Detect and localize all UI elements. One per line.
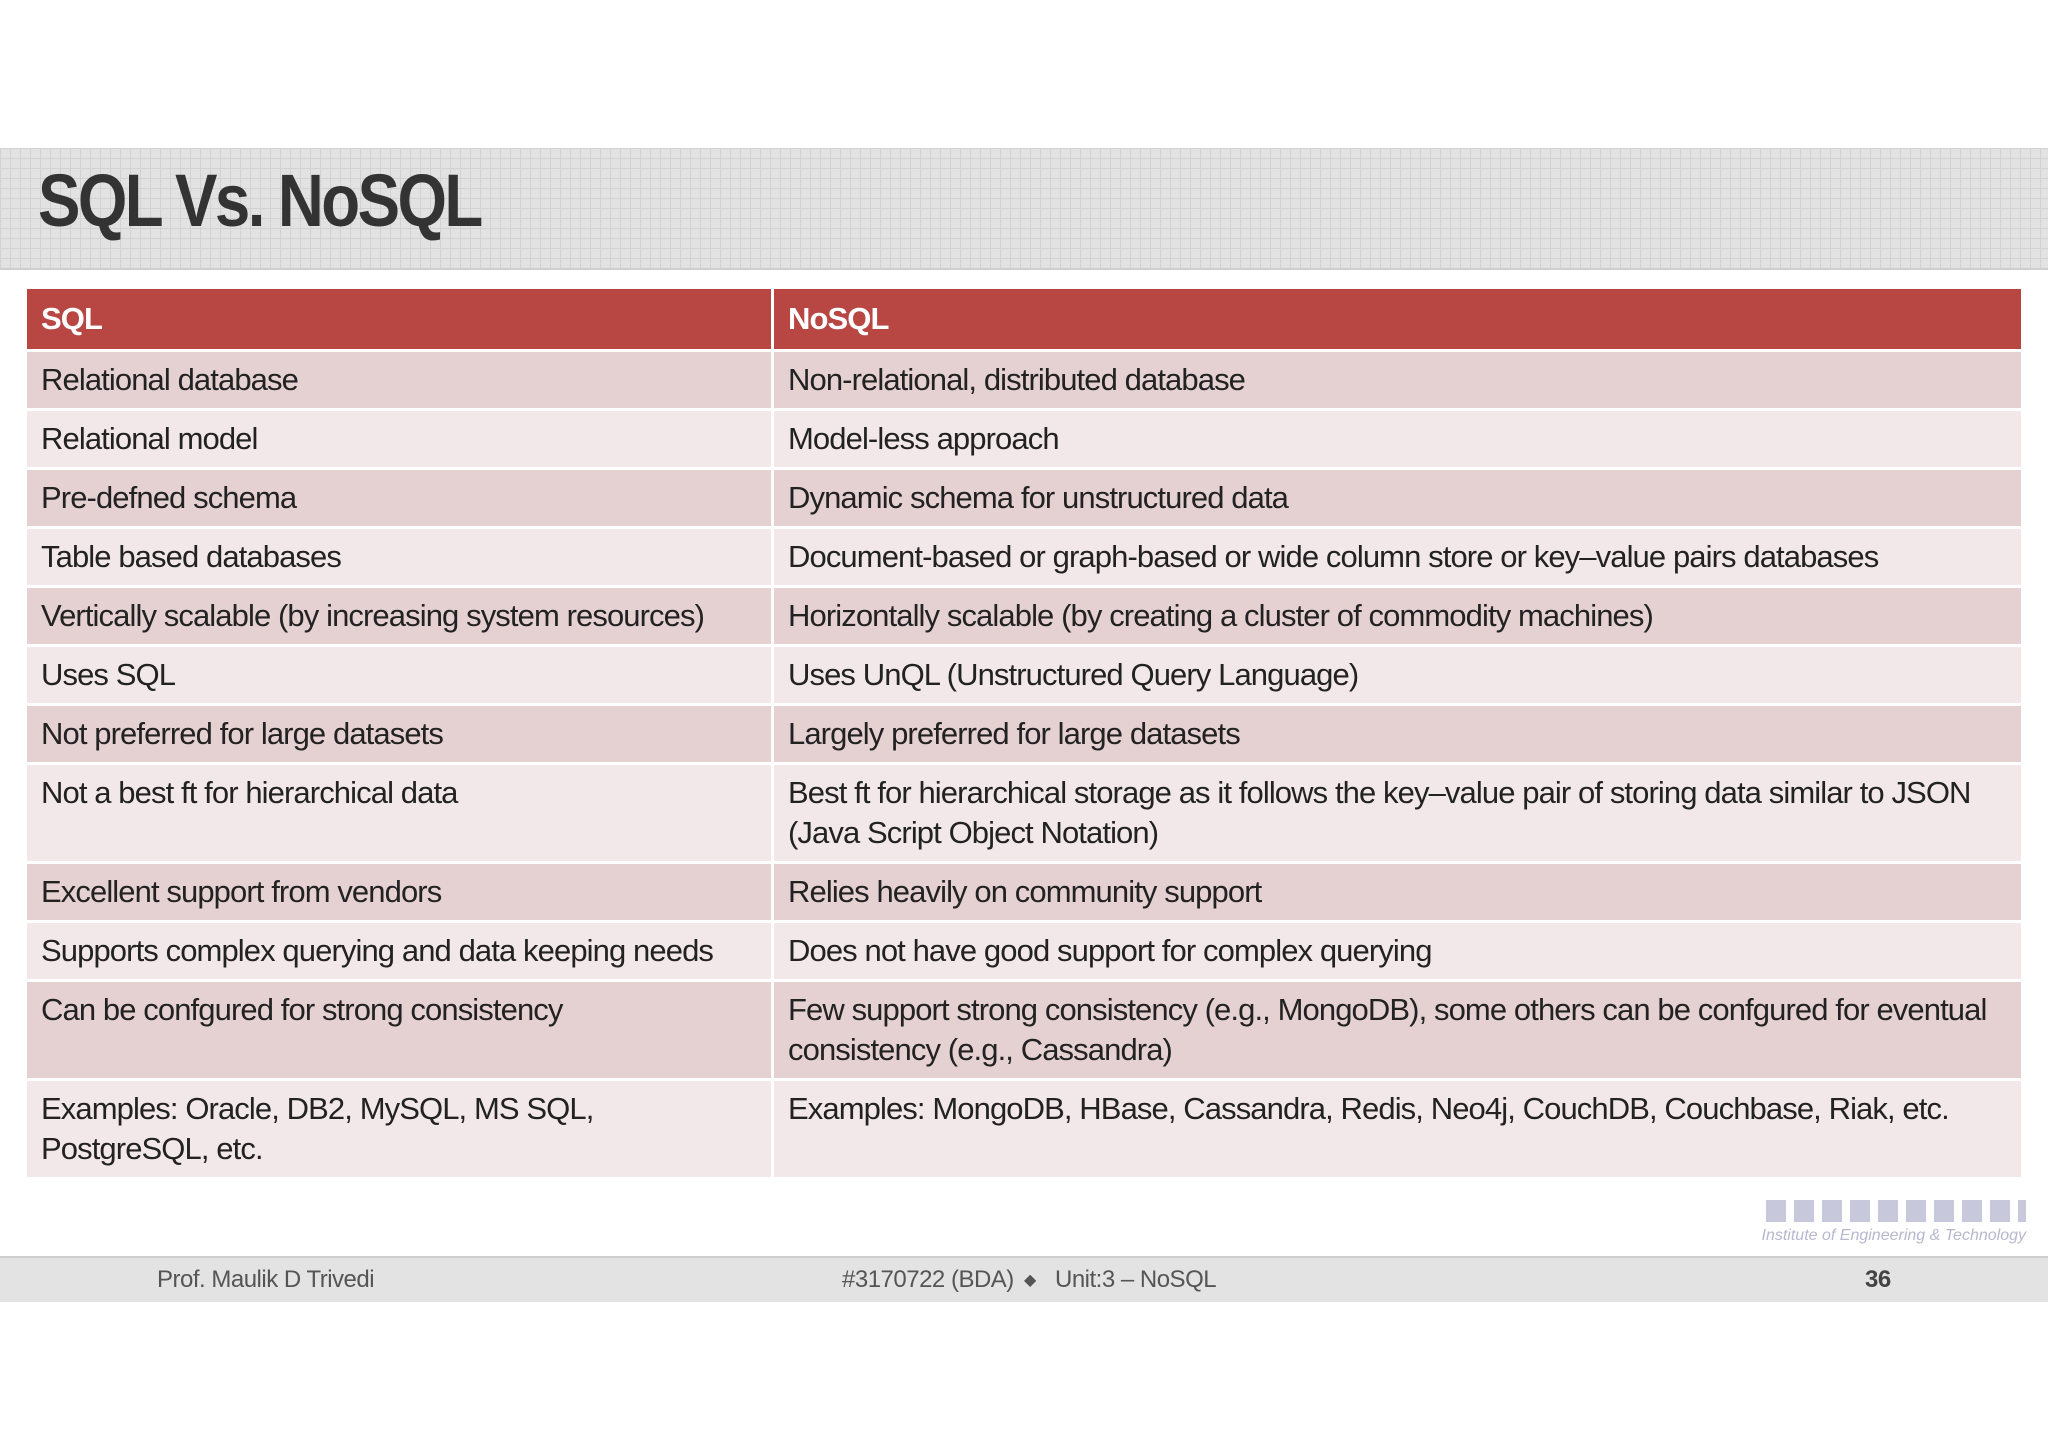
footer-separator: ◆ — [1024, 1272, 1036, 1289]
page-number: 36 — [1865, 1266, 1891, 1293]
footer-unit: Unit:3 – NoSQL — [1055, 1266, 1217, 1293]
header-nosql: NoSQL — [773, 288, 2023, 351]
table-row — [26, 981, 2023, 1080]
cell-nosql: Dynamic schema for unstructured data — [773, 469, 2023, 528]
table-row — [26, 922, 2023, 981]
cell-nosql: Horizontally scalable (by creating a cluster of commodity machines) — [773, 587, 2023, 646]
cell-sql: Vertically scalable (by increasing system resources) — [26, 587, 773, 646]
footer-course: #3170722 (BDA) — [842, 1266, 1014, 1293]
cell-sql: Not preferred for large datasets — [26, 705, 773, 764]
cell-sql: Table based databases — [26, 528, 773, 587]
footer-author: Prof. Maulik D Trivedi — [157, 1266, 375, 1293]
comparison-table — [24, 286, 2024, 1180]
logo-mark — [1766, 1200, 2026, 1222]
cell-nosql: Uses UnQL (Unstructured Query Language) — [773, 646, 2023, 705]
cell-nosql: Relies heavily on community support — [773, 863, 2023, 922]
table-row — [26, 705, 2023, 764]
footer — [0, 1256, 2048, 1302]
cell-nosql: Largely preferred for large datasets — [773, 705, 2023, 764]
cell-sql: Excellent support from vendors — [26, 863, 773, 922]
cell-nosql: Does not have good support for complex querying — [773, 922, 2023, 981]
table-row — [26, 1080, 2023, 1179]
table-row — [26, 410, 2023, 469]
cell-nosql: Document-based or graph-based or wide column store or key–value pairs databases — [773, 528, 2023, 587]
institute-logo — [1762, 1200, 2026, 1245]
table-row — [26, 646, 2023, 705]
cell-sql: Uses SQL — [26, 646, 773, 705]
cell-sql: Pre-defned schema — [26, 469, 773, 528]
table-row — [26, 528, 2023, 587]
table-row — [26, 863, 2023, 922]
table-row — [26, 587, 2023, 646]
cell-sql: Examples: Oracle, DB2, MySQL, MS SQL, PostgreSQL, etc. — [26, 1080, 773, 1179]
cell-nosql: Examples: MongoDB, HBase, Cassandra, Redis, Neo4j, CouchDB, Couchbase, Riak, etc. — [773, 1080, 2023, 1179]
cell-sql: Relational database — [26, 351, 773, 410]
table-row — [26, 351, 2023, 410]
cell-nosql: Few support strong consistency (e.g., MongoDB), some others can be confgured for eventual consistency (e.g., Cassandra) — [773, 981, 2023, 1080]
table-row — [26, 764, 2023, 863]
logo-subtitle: Institute of Engineering & Technology — [1761, 1227, 2026, 1244]
cell-nosql: Model-less approach — [773, 410, 2023, 469]
table-header-row — [26, 288, 2023, 351]
cell-nosql: Non-relational, distributed database — [773, 351, 2023, 410]
cell-sql: Supports complex querying and data keeping needs — [26, 922, 773, 981]
slide-title: SQL Vs. NoSQL — [38, 159, 481, 242]
cell-sql: Not a best ft for hierarchical data — [26, 764, 773, 863]
cell-sql: Relational model — [26, 410, 773, 469]
cell-sql: Can be confgured for strong consistency — [26, 981, 773, 1080]
cell-nosql: Best ft for hierarchical storage as it follows the key–value pair of storing data similar to JSON (Java Script Object Notation) — [773, 764, 2023, 863]
header-sql: SQL — [26, 288, 773, 351]
table-row — [26, 469, 2023, 528]
